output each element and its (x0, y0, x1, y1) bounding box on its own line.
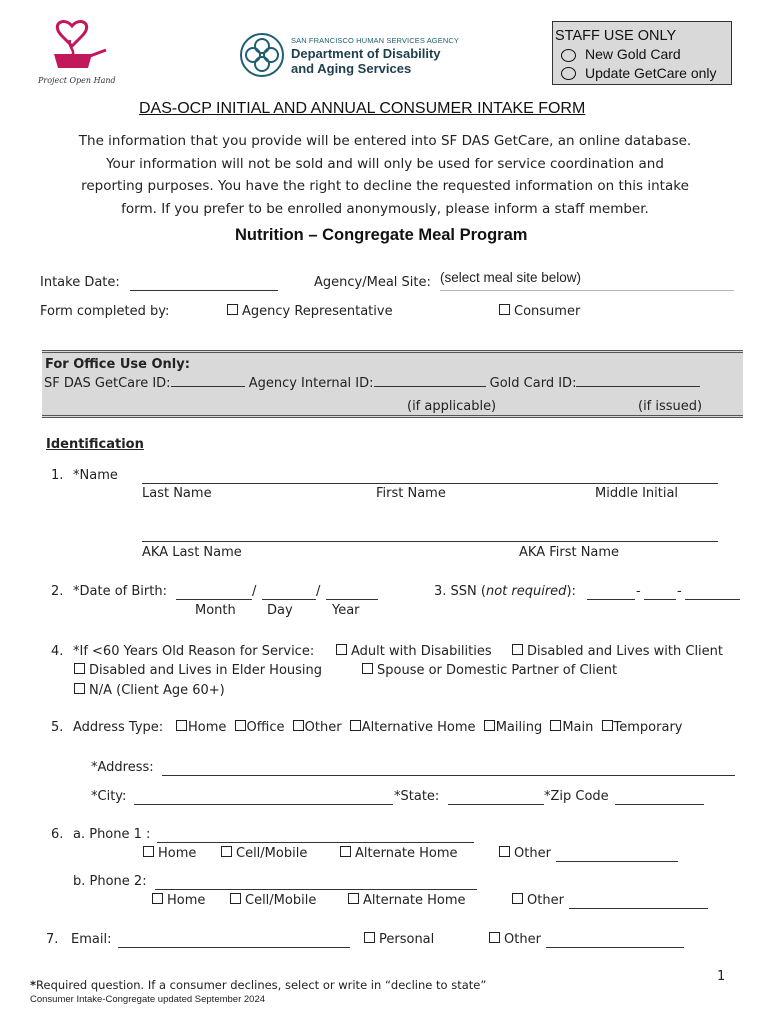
option-label: Spouse or Domestic Partner of Client (377, 663, 618, 678)
checkbox[interactable] (499, 846, 510, 857)
day-caption: Day (267, 603, 293, 618)
checkbox[interactable] (348, 893, 359, 904)
option-label: N/A (Client Age 60+) (89, 683, 225, 698)
disabled-lives-with-client-option[interactable] (512, 644, 723, 659)
project-open-hand-logo (32, 18, 122, 90)
new-gold-card-label: New Gold Card (585, 46, 681, 62)
page-number: 1 (717, 969, 726, 984)
staff-use-title: STAFF USE ONLY (555, 28, 677, 44)
phone2-cell-option[interactable] (230, 893, 316, 908)
dob-slash: / (316, 584, 321, 599)
q1-number: 1. (51, 468, 64, 483)
required-star: * (30, 978, 37, 992)
checkbox[interactable] (484, 720, 495, 731)
consumer-option[interactable] (499, 304, 580, 319)
dob-day-field[interactable] (262, 599, 316, 600)
intro-line: form. If you prefer to be enrolled anonymously, please inform a staff member. (121, 200, 649, 217)
ssn-label-start: 3. SSN ( (434, 584, 486, 599)
getcare-id-row (44, 376, 700, 391)
option-label: Alternate Home (363, 893, 466, 908)
checkbox[interactable] (227, 304, 238, 315)
das-logo (239, 32, 559, 80)
internal-id-label: Agency Internal ID: (248, 376, 374, 391)
ssn-dash: - (636, 584, 641, 599)
agency-small-text: SAN FRANCISCO HUMAN SERVICES AGENCY (291, 36, 459, 45)
checkbox[interactable] (336, 644, 347, 655)
form-version: Consumer Intake-Congregate updated September 2024 (30, 994, 266, 1005)
option-label: Mailing (495, 720, 543, 735)
na-age-60-option[interactable] (74, 683, 225, 698)
option-label: Adult with Disabilities (351, 644, 492, 659)
checkbox[interactable] (340, 846, 351, 857)
middle-initial-caption: Middle Initial (595, 486, 679, 501)
gold-card-note: (if issued) (638, 399, 703, 414)
new-gold-card-radio[interactable] (561, 49, 576, 62)
option-label: Home (167, 893, 206, 908)
option-label: Temporary (613, 720, 683, 735)
dob-year-field[interactable] (326, 599, 378, 600)
staff-use-box (552, 21, 732, 85)
checkbox[interactable] (221, 846, 232, 857)
q2-number: 2. (51, 584, 64, 599)
checkbox[interactable] (512, 644, 523, 655)
option-label: Home (188, 720, 227, 735)
option-label: Disabled and Lives in Elder Housing (89, 663, 323, 678)
phone1-other-option[interactable] (499, 846, 551, 861)
phone2-home-option[interactable] (152, 893, 205, 908)
office-use-box (42, 350, 743, 418)
email-label: Email: (71, 932, 112, 947)
checkbox[interactable] (350, 720, 361, 731)
q4-label: *If <60 Years Old Reason for Service: (73, 644, 315, 659)
email-field[interactable] (118, 947, 350, 948)
getcare-id-label: SF DAS GetCare ID: (44, 376, 171, 391)
q1-label: *Name (73, 468, 118, 483)
spouse-partner-option[interactable] (362, 663, 617, 678)
first-name-caption: First Name (376, 486, 446, 501)
dob-month-field[interactable] (176, 599, 252, 600)
checkbox[interactable] (143, 846, 154, 857)
ssn-part1-field[interactable] (587, 599, 635, 600)
gold-card-id-label: Gold Card ID: (489, 376, 577, 391)
phone1-cell-option[interactable] (221, 846, 307, 861)
state-field[interactable] (448, 804, 544, 805)
q5-label: Address Type: (73, 720, 164, 735)
ssn-part2-field[interactable] (644, 599, 676, 600)
address-type-main[interactable] (550, 720, 593, 735)
internal-id-note: (if applicable) (407, 399, 497, 414)
office-use-title: For Office Use Only: (45, 357, 190, 372)
option-label: Cell/Mobile (245, 893, 317, 908)
option-label: Office (246, 720, 285, 735)
required-note-text: Required question. If a consumer declines, select or write in “decline to state” (36, 978, 487, 992)
checkbox[interactable] (362, 663, 373, 674)
q5-number: 5. (51, 720, 64, 735)
checkbox[interactable] (550, 720, 561, 731)
year-caption: Year (332, 603, 360, 618)
phone2-label: b. Phone 2: (73, 874, 147, 889)
ssn-dash: - (677, 584, 682, 599)
option-label: Home (158, 846, 197, 861)
meal-site-label: Agency/Meal Site: (314, 275, 431, 290)
option-label: Alternative Home (361, 720, 476, 735)
option-label: Other (527, 893, 564, 908)
checkbox[interactable] (364, 932, 375, 943)
option-label: Other (504, 932, 541, 947)
option-label: Alternate Home (355, 846, 458, 861)
phone2-alt-home-option[interactable] (348, 893, 466, 908)
phone1-other-field[interactable] (556, 861, 678, 862)
getcare-id-field[interactable] (171, 386, 245, 387)
address-type-mailing[interactable] (484, 720, 543, 735)
checkbox[interactable] (74, 683, 85, 694)
last-name-caption: Last Name (142, 486, 212, 501)
disabled-elder-housing-option[interactable] (74, 663, 322, 678)
meal-site-value: (select meal site below) (440, 270, 582, 285)
required-note (30, 978, 486, 992)
checkbox[interactable] (176, 720, 187, 731)
email-personal-option[interactable] (364, 932, 434, 947)
zip-label: *Zip Code (544, 789, 609, 804)
email-other-field[interactable] (546, 947, 684, 948)
intro-line: reporting purposes. You have the right to decline the requested information on this intake (81, 178, 689, 194)
option-label: Personal (379, 932, 435, 947)
das-emblem-icon (239, 32, 285, 78)
update-getcare-radio[interactable] (561, 67, 576, 80)
agency-name-line2: and Aging Services (291, 61, 412, 76)
q6-number: 6. (51, 827, 64, 842)
checkbox[interactable] (512, 893, 523, 904)
phone2-field[interactable] (155, 889, 477, 890)
phone2-other-field[interactable] (569, 908, 708, 909)
completed-by-label: Form completed by: (40, 304, 170, 319)
q4-number: 4. (51, 644, 64, 659)
checkbox[interactable] (74, 663, 85, 674)
month-caption: Month (195, 603, 236, 618)
address-type-office[interactable] (235, 720, 285, 735)
program-title: Nutrition – Congregate Meal Program (235, 226, 528, 244)
phone1-label: a. Phone 1 : (73, 827, 151, 842)
intro-paragraph (0, 130, 770, 220)
q2-label: *Date of Birth: (73, 584, 167, 599)
checkbox[interactable] (489, 932, 500, 943)
option-label: Other (304, 720, 342, 735)
phone1-home-option[interactable] (143, 846, 196, 861)
ssn-label-end: ): (566, 584, 576, 599)
option-label: Disabled and Lives with Client (527, 644, 723, 659)
aka-name-field[interactable] (142, 541, 718, 542)
agency-rep-label: Agency Representative (242, 304, 393, 319)
address-field[interactable] (162, 775, 735, 776)
checkbox[interactable] (602, 720, 613, 731)
checkbox[interactable] (230, 893, 241, 904)
option-label: Cell/Mobile (236, 846, 308, 861)
poh-logo-text: Project Open Hand (38, 76, 116, 85)
q7-number: 7. (46, 932, 59, 947)
address-type-alt-home[interactable] (350, 720, 476, 735)
update-getcare-label: Update GetCare only (585, 65, 717, 81)
phone1-field[interactable] (157, 842, 474, 843)
meal-site-select[interactable] (440, 270, 734, 291)
identification-heading: Identification (46, 437, 144, 452)
address-label: *Address: (91, 760, 154, 775)
address-type-temporary[interactable] (602, 720, 683, 735)
consumer-label: Consumer (514, 304, 581, 319)
dob-slash: / (252, 584, 257, 599)
phone2-other-option[interactable] (512, 893, 564, 908)
gold-card-id-field[interactable] (576, 386, 700, 387)
agency-name-line1: Department of Disability (291, 46, 441, 61)
checkbox[interactable] (499, 304, 510, 315)
option-label: Other (514, 846, 551, 861)
option-label: Main (562, 720, 594, 735)
heart-pot-icon (32, 18, 122, 74)
address-type-options (176, 720, 682, 735)
address-type-home[interactable] (176, 720, 226, 735)
city-label: *City: (91, 789, 127, 804)
city-field[interactable] (134, 804, 393, 805)
checkbox[interactable] (235, 720, 246, 731)
agency-rep-option[interactable] (227, 304, 393, 319)
ssn-part3-field[interactable] (685, 599, 740, 600)
address-type-other[interactable] (293, 720, 342, 735)
intake-date-label: Intake Date: (40, 275, 120, 290)
ssn-label (434, 584, 576, 599)
aka-first-caption: AKA First Name (519, 545, 620, 560)
name-field[interactable] (142, 483, 718, 484)
ssn-label-italic: not required (485, 584, 567, 599)
aka-last-caption: AKA Last Name (142, 545, 242, 560)
form-title: DAS-OCP INITIAL AND ANNUAL CONSUMER INTAKE FORM (139, 100, 586, 117)
intake-date-field[interactable] (130, 290, 278, 291)
zip-field[interactable] (615, 804, 704, 805)
internal-id-field[interactable] (374, 386, 486, 387)
email-other-option[interactable] (489, 932, 541, 947)
intro-line: Your information will not be sold and will only be used for service coordination and (106, 155, 664, 172)
phone1-alt-home-option[interactable] (340, 846, 458, 861)
checkbox[interactable] (293, 720, 304, 731)
adult-disabilities-option[interactable] (336, 644, 492, 659)
state-label: *State: (394, 789, 440, 804)
checkbox[interactable] (152, 893, 163, 904)
intro-line: The information that you provide will be entered into SF DAS GetCare, an online database. (78, 133, 692, 149)
